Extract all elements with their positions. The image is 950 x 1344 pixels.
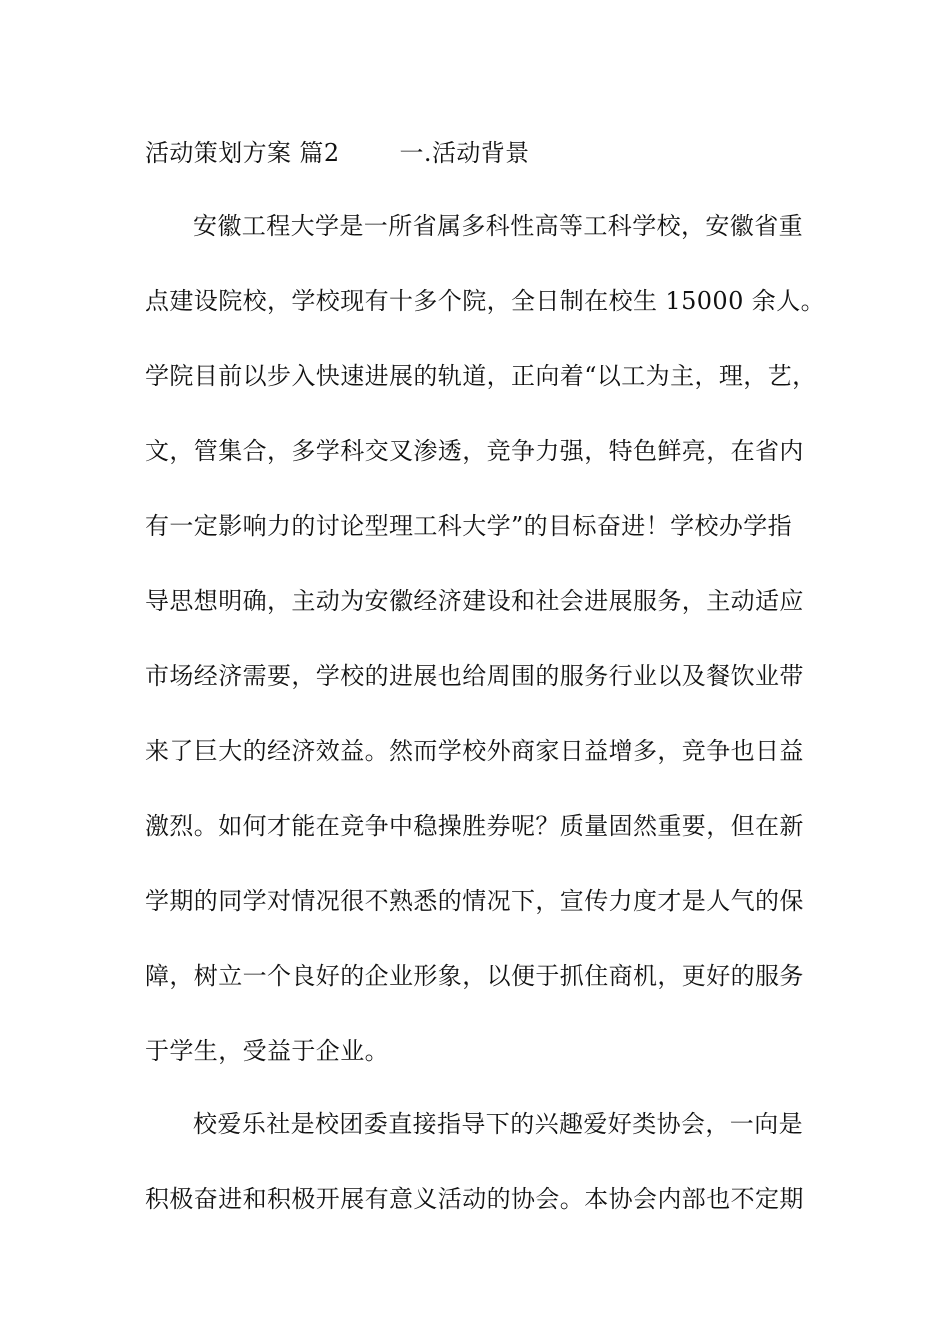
paragraph-line: 市场经济需要，学校的进展也给周围的服务行业以及餐饮业带 (145, 662, 804, 690)
paragraph-line: 障，树立一个良好的企业形象，以便于抓住商机，更好的服务 (145, 962, 804, 990)
paragraph-line: 于学生，受益于企业。 (145, 1037, 389, 1065)
paragraph-line: 学期的同学对情况很不熟悉的情况下，宣传力度才是人气的保 (145, 887, 804, 915)
paragraph-line: 积极奋进和积极开展有意义活动的协会。本协会内部也不定期 (145, 1185, 804, 1213)
section-heading: 一.活动背景 (399, 139, 530, 167)
paragraph-line: 激烈。如何才能在竞争中稳操胜券呢？质量固然重要，但在新 (145, 812, 804, 840)
document-title: 活动策划方案 篇2 (145, 139, 340, 167)
paragraph-line: 安徽工程大学是一所省属多科性高等工科学校，安徽省重 (193, 212, 803, 240)
paragraph-line: 校爱乐社是校团委直接指导下的兴趣爱好类协会，一向是 (193, 1110, 803, 1138)
paragraph-line: 来了巨大的经济效益。然而学校外商家日益增多，竞争也日益 (145, 737, 804, 765)
document-heading (145, 133, 825, 173)
paragraph-line: 导思想明确，主动为安徽经济建设和社会进展服务，主动适应 (145, 587, 804, 615)
paragraph-line: 点建设院校，学校现有十多个院，全日制在校生 15000 余人。 (145, 287, 826, 315)
paragraph-line: 文，管集合，多学科交叉渗透，竞争力强，特色鲜亮，在省内 (145, 437, 804, 465)
paragraph-line: 学院目前以步入快速进展的轨道，正向着“以工为主，理，艺， (145, 362, 817, 390)
paragraph-line: 有一定影响力的讨论型理工科大学”的目标奋进！学校办学指 (145, 512, 793, 540)
